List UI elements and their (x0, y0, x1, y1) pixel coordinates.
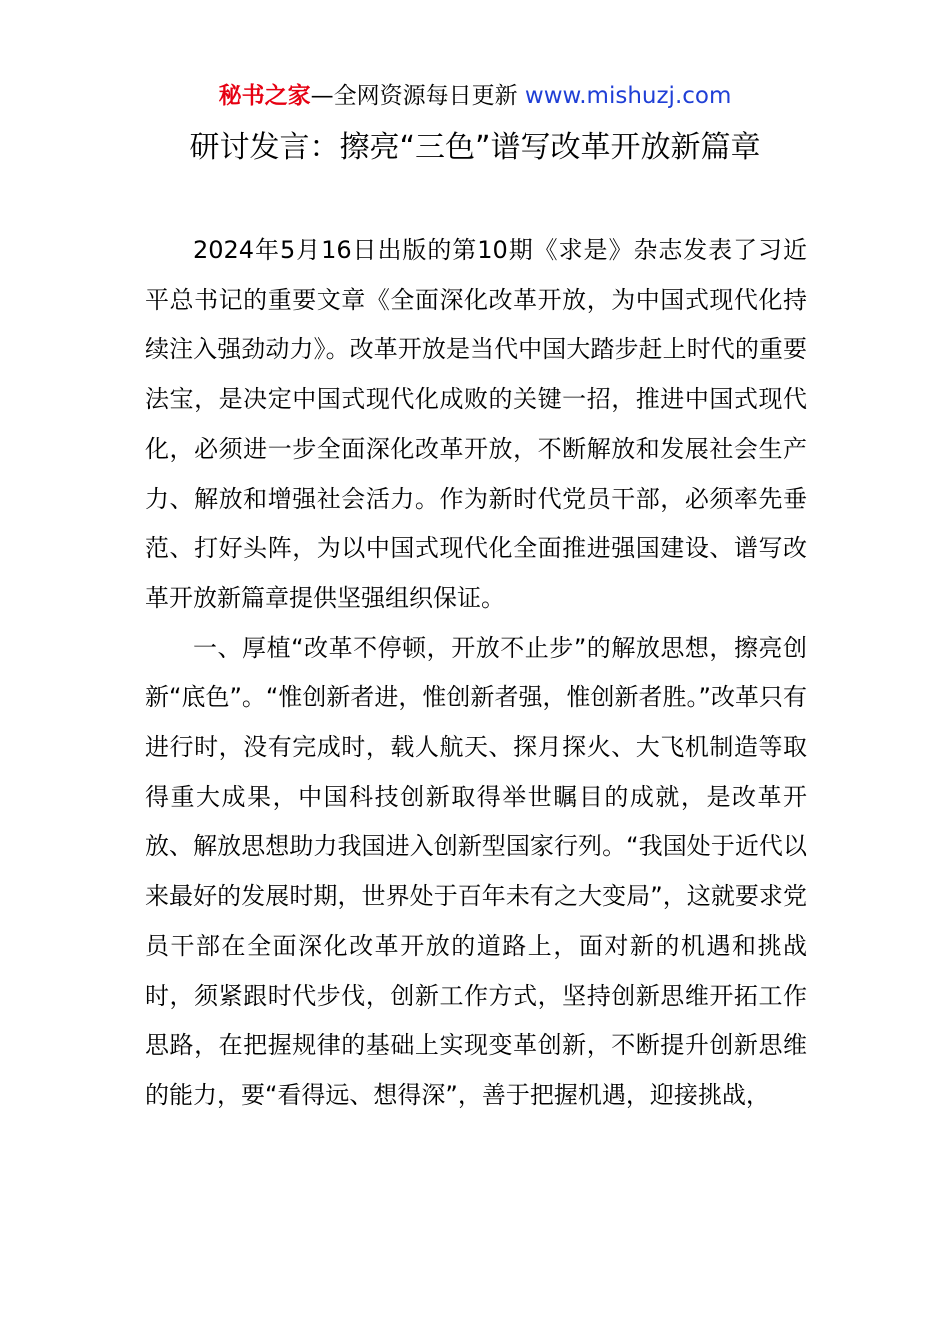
site-url-link[interactable]: www.mishuzj.com (524, 83, 732, 109)
paragraph-intro: 2024年5月16日出版的第10期《求是》杂志发表了习近平总书记的重要文章《全面深化改革开放，为中国式现代化持续注入强劲动力》。改革开放是当代中国大踏步赶上时代的重要法宝，是决定中国式现代化成败的关键一招，推进中国式现代化，必须进一步全面深化改革开放，不断解放和发展社会生产力、解放和增强社会活力。作为新时代党员干部，必须率先垂范、打好头阵，为以中国式现代化全面推进强国建设、谱写改革开放新篇章提供坚强组织保证。 (145, 236, 807, 612)
site-tagline: —全网资源每日更新 (310, 83, 525, 109)
paragraph-section-one: 一、厚植“改革不停顿，开放不止步”的解放思想，擦亮创新“底色”。“惟创新者进，惟创新者强，惟创新者胜。”改革只有进行时，没有完成时，载人航天、探月探火、大飞机制造等取得重大成果，中国科技创新取得举世瞩目的成就，是改革开放、解放思想助力我国进入创新型国家行列。“我国处于近代以来最好的发展时期，世界处于百年未有之大变局”，这就要求党员干部在全面深化改革开放的道路上，面对新的机遇和挑战时，须紧跟时代步伐，创新工作方式，坚持创新思维开拓工作思路，在把握规律的基础上实现变革创新，不断提升创新思维的能力，要“看得远、想得深”，善于把握机遇，迎接挑战， (145, 633, 807, 1109)
site-header (0, 80, 950, 112)
document-title: 研讨发言：擦亮“三色”谱写改革开放新篇章 (189, 130, 761, 165)
document-body (145, 226, 807, 1121)
site-name: 秘书之家 (218, 83, 311, 109)
